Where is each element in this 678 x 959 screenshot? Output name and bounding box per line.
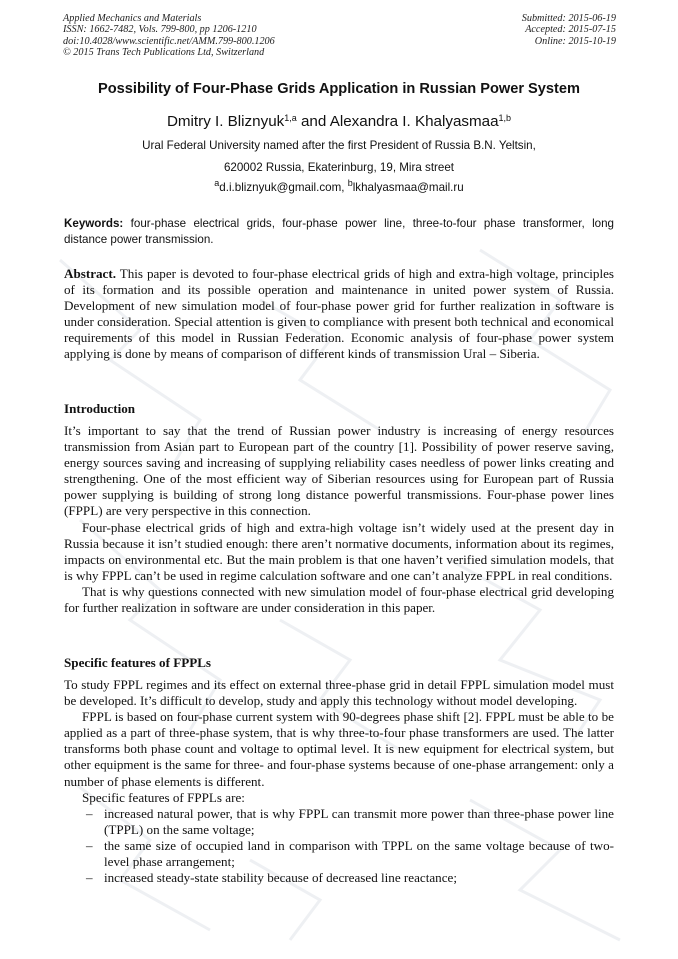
copyright-line: © 2015 Trans Tech Publications Ltd, Switzerland (63, 47, 265, 59)
list-item (64, 838, 614, 870)
email-a: d.i.bliznyuk@gmail.com, (219, 181, 348, 194)
paragraph: To study FPPL regimes and its effect on external three-phase grid in detail FPPL simulation model must be developed. It’s difficult to develop, study and apply this technology without model developing. (64, 677, 614, 709)
author-1: Dmitry I. Bliznyuk (166, 113, 285, 130)
journal-info (63, 13, 275, 59)
author-2-affiliation-mark: 1,b (498, 113, 512, 123)
affiliation-line-2: 620002 Russia, Ekaterinburg, 19, Mira street (223, 161, 455, 174)
list-item-text: increased natural power, that is why FPPL can transmit more power than three-phase power line (TPPL) on the same voltage; (104, 805, 614, 837)
list-item-text: the same size of occupied land in comparison with TPPL on the same voltage because of two-level phase arrangement; (104, 837, 614, 870)
author-2: Alexandra I. Khalyasmaa (329, 113, 499, 130)
list-item-text: increased steady-state stability because of decreased line reactance; (104, 870, 457, 886)
list-item (64, 870, 614, 886)
online-date: Online: 2015-10-19 (534, 35, 616, 47)
abstract-text: This paper is devoted to four-phase electrical grids of high and extra-high voltage, principles of its formation and its possible operation and maintenance in united power system of Russia. Development of new simulation model of four-phase power grid for further realization in software is under consideration. Special attention is given to compliance with present both technical and economical requirements of this model in Russian Federation. Economic analysis of four-phase power system applying is done by means of comparison of different kinds of transmission Ural – Siberia. (64, 266, 614, 362)
affiliation-line-1: Ural Federal University named after the first President of Russia B.N. Yeltsin, (142, 139, 536, 152)
abstract-block (64, 266, 614, 363)
specific-features-section (64, 677, 614, 886)
author-line (40, 113, 638, 130)
list-item (64, 806, 614, 838)
list-bullet: – (86, 837, 93, 853)
paper-title: Possibility of Four-Phase Grids Application in Russian Power System (98, 81, 580, 97)
accepted-date: Accepted: 2015-07-15 (525, 24, 616, 36)
paragraph: Specific features of FPPLs are: (82, 789, 245, 805)
email-b: lkhalyasmaa@mail.ru (352, 181, 464, 194)
author-conjunction: and (296, 113, 330, 130)
section-heading-introduction: Introduction (64, 401, 136, 416)
email-mark-b: b (347, 178, 353, 188)
paragraph: FPPL is based on four-phase current system with 90-degrees phase shift [2]. FPPL must be able to be applied as a part of three-phase system, that is why three-to-four phase transformers are used. The latter transforms both phase count and voltage to optimal level. It is new equipment for electrical system, but other equipment is the same for three- and four-phase systems because of one-phase arrangement: only a number of phase elements is different. (64, 709, 614, 789)
email-mark-a: a (214, 178, 220, 188)
list-bullet: – (86, 805, 93, 821)
doi-line: doi:10.4028/www.scientific.net/AMM.799-800.1206 (63, 35, 275, 47)
introduction-section (64, 423, 614, 616)
feature-list (64, 806, 614, 886)
paragraph: That is why questions connected with new simulation model of four-phase electrical grid developing for further realization in software are under consideration in this paper. (64, 583, 614, 616)
list-bullet: – (86, 870, 93, 886)
paragraph: It’s important to say that the trend of Russian power industry is increasing of energy resources transmission from Asian part to European part of the country [1]. Possibility of power reserve saving, energy sources saving and increasing of supplying reliability cases needless of power links creating and strengthening. One of the most efficient way of Siberian resources using for European part of Russia power supplying is building of strong long distance powerful transmissions. Four-phase power lines (FPPL) are very perspective in this connection. (64, 423, 614, 519)
submitted-date: Submitted: 2015-06-19 (521, 13, 616, 24)
submission-dates (522, 13, 616, 47)
author-emails (40, 178, 638, 194)
author-1-affiliation-mark: 1,a (284, 113, 297, 123)
keywords-label: Keywords: (64, 217, 124, 230)
keywords-text: four-phase electrical grids, four-phase power line, three-to-four phase transformer, long distance power transmission. (64, 217, 614, 246)
paragraph: Four-phase electrical grids of high and extra-high voltage isn’t widely used at the present day in Russia because it isn’t studied enough: there aren’t normative documents, information about its regimes, impacts on environmental etc. But the main problem is that one haven’t verified simulation models, that is why FPPL can’t be used in regime calculation software and one can’t analyze FPPL in real conditions. (64, 519, 614, 583)
section-heading-specific-features: Specific features of FPPLs (64, 655, 212, 670)
journal-name: Applied Mechanics and Materials (63, 13, 202, 24)
keywords-block (64, 216, 614, 247)
abstract-label: Abstract. (64, 266, 116, 281)
issn-line: ISSN: 1662-7482, Vols. 799-800, pp 1206-1210 (63, 24, 257, 36)
